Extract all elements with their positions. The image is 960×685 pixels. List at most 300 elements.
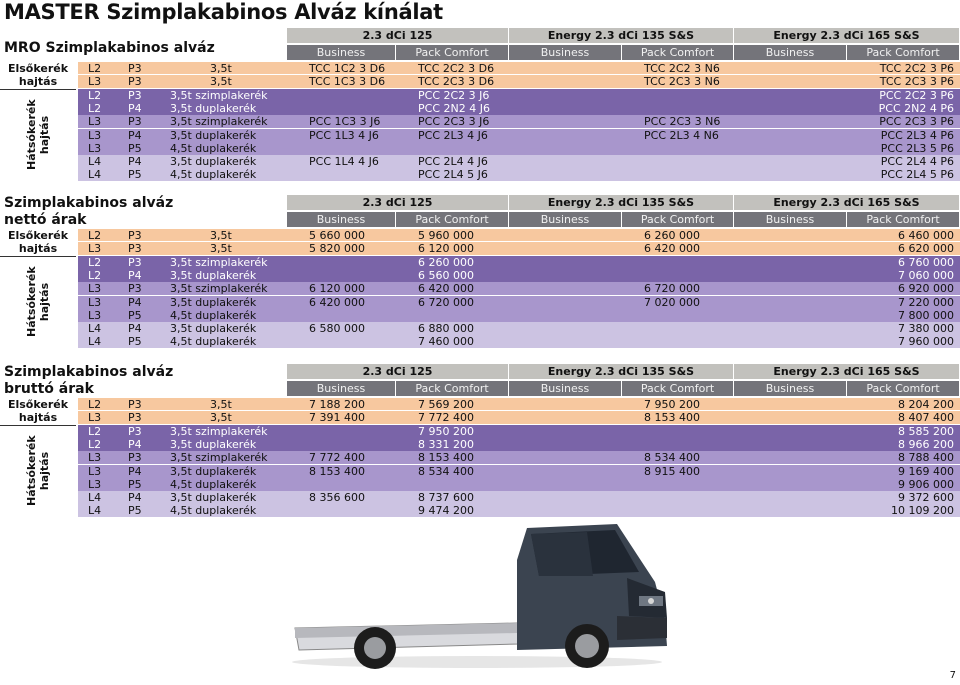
weight-wheel-cell: 3,5t szimplakerék — [170, 255, 268, 269]
height-cell: P5 — [128, 141, 142, 155]
table-row — [78, 129, 960, 142]
height-cell: P5 — [128, 335, 142, 349]
front-wheel-drive-label-line: Elsőkerék — [7, 398, 69, 411]
value-cell: 7 772 400 — [418, 411, 474, 425]
height-cell: P3 — [128, 424, 142, 438]
value-cell: 5 660 000 — [309, 229, 365, 242]
length-cell: L3 — [88, 295, 102, 309]
length-cell: L3 — [88, 477, 102, 491]
value-cell: TCC 2C2 3 P6 — [879, 62, 954, 75]
weight-wheel-cell: 3,5t duplakerék — [170, 128, 257, 142]
section-title-line: MRO Szimplakabinos alváz — [4, 40, 215, 56]
value-cell: 6 580 000 — [309, 322, 365, 336]
height-cell: P3 — [128, 75, 142, 89]
engine-header: Energy 2.3 dCi 135 S&S — [509, 364, 734, 379]
weight-wheel-cell: 3,5t — [210, 75, 232, 89]
table-row — [78, 438, 960, 451]
value-cell — [531, 451, 632, 464]
value-cell: 8 356 600 — [309, 491, 365, 505]
value-cell: 7 772 400 — [309, 451, 365, 465]
length-cell: L3 — [88, 308, 102, 322]
section-title-line: nettó árak — [4, 212, 87, 228]
trim-header: Pack Comfort — [396, 381, 509, 396]
value-cell — [644, 438, 744, 451]
engine-header: Energy 2.3 dCi 165 S&S — [734, 364, 960, 379]
weight-wheel-cell: 4,5t duplakerék — [170, 477, 257, 491]
value-cell: PCC 2L4 4 P6 — [880, 155, 954, 169]
height-cell: P3 — [128, 411, 142, 425]
value-cell — [309, 335, 406, 348]
weight-wheel-cell: 3,5t duplakerék — [170, 464, 257, 478]
weight-wheel-cell: 3,5t — [210, 411, 232, 425]
weight-wheel-cell: 3,5t — [210, 398, 232, 411]
table-row — [78, 155, 960, 168]
trim-header: Business — [287, 212, 396, 227]
length-cell: L4 — [88, 491, 102, 505]
value-cell — [756, 168, 857, 181]
length-cell: L2 — [88, 398, 102, 411]
value-cell: 6 420 000 — [644, 242, 700, 256]
value-cell: 6 120 000 — [418, 242, 474, 256]
value-cell — [531, 168, 632, 181]
value-cell — [756, 62, 857, 75]
engine-header: 2.3 dCi 125 — [287, 195, 509, 210]
weight-wheel-cell: 4,5t duplakerék — [170, 168, 257, 182]
table-row — [78, 62, 960, 75]
value-cell — [531, 465, 632, 478]
value-cell: PCC 2C2 3 P6 — [879, 88, 954, 102]
length-cell: L2 — [88, 101, 102, 115]
value-cell — [644, 425, 744, 438]
section-title-line: bruttó árak — [4, 381, 94, 397]
value-cell — [531, 229, 632, 242]
weight-wheel-cell: 3,5t szimplakerék — [170, 115, 268, 129]
value-cell: PCC 2L4 5 P6 — [880, 168, 954, 182]
front-wheel-drive-label-line: Elsőkerék — [7, 229, 69, 242]
value-cell: 9 474 200 — [418, 504, 474, 518]
table-row — [78, 242, 960, 255]
value-cell: PCC 1L4 4 J6 — [309, 155, 379, 169]
height-cell: P5 — [128, 168, 142, 182]
value-cell: PCC 2L3 5 P6 — [880, 141, 954, 155]
table-row — [78, 256, 960, 269]
value-cell — [644, 504, 744, 517]
value-cell — [756, 142, 857, 155]
value-cell — [531, 89, 632, 102]
table-row — [78, 398, 960, 411]
weight-wheel-cell: 3,5t szimplakerék — [170, 424, 268, 438]
value-cell: 6 880 000 — [418, 322, 474, 336]
table-row — [78, 411, 960, 424]
value-cell: 6 460 000 — [898, 229, 954, 242]
length-cell: L3 — [88, 115, 102, 129]
weight-wheel-cell: 3,5t duplakerék — [170, 322, 257, 336]
page-number: 7 — [949, 670, 956, 681]
value-cell — [309, 142, 406, 155]
length-cell: L2 — [88, 424, 102, 438]
value-cell — [531, 102, 632, 115]
value-cell: PCC 2C3 3 N6 — [644, 115, 721, 129]
value-cell — [309, 256, 406, 269]
value-cell — [531, 309, 632, 322]
table-row — [78, 451, 960, 464]
front-wheel-drive-label — [0, 229, 76, 255]
value-cell: 7 950 200 — [418, 424, 474, 438]
value-cell: PCC 2L3 4 P6 — [880, 128, 954, 142]
value-cell: 6 120 000 — [309, 282, 365, 296]
table-row — [78, 491, 960, 504]
length-cell: L3 — [88, 282, 102, 296]
value-cell — [644, 142, 744, 155]
value-cell: PCC 2N2 4 J6 — [418, 101, 490, 115]
height-cell: P4 — [128, 464, 142, 478]
value-cell: 8 204 200 — [898, 398, 954, 411]
rear-wheel-drive-label: Hátsókerék hajtás — [25, 99, 51, 171]
value-cell: PCC 2C3 3 P6 — [879, 115, 954, 129]
section-title — [4, 364, 173, 398]
weight-wheel-cell: 3,5t duplakerék — [170, 268, 257, 282]
value-cell — [531, 142, 632, 155]
trim-header: Business — [287, 381, 396, 396]
value-cell — [756, 335, 857, 348]
trim-header: Pack Comfort — [847, 212, 960, 227]
length-cell: L3 — [88, 411, 102, 425]
value-cell: 6 760 000 — [898, 255, 954, 269]
section-title-line: Szimplakabinos alváz — [4, 364, 174, 380]
value-cell: TCC 2C2 3 D6 — [418, 62, 495, 75]
value-cell — [309, 269, 406, 282]
value-cell — [531, 504, 632, 517]
value-cell: 8 737 600 — [418, 491, 474, 505]
value-cell — [531, 438, 632, 451]
trim-header: Pack Comfort — [847, 45, 960, 60]
value-cell: PCC 2C3 3 J6 — [418, 115, 490, 129]
height-cell: P4 — [128, 128, 142, 142]
value-cell — [756, 115, 857, 128]
length-cell: L4 — [88, 322, 102, 336]
trim-header: Pack Comfort — [396, 45, 509, 60]
value-cell — [644, 478, 744, 491]
height-cell: P3 — [128, 115, 142, 129]
length-cell: L4 — [88, 335, 102, 349]
front-wheel-drive-label-line: Elsőkerék — [7, 62, 69, 75]
value-cell — [756, 451, 857, 464]
table-row — [78, 102, 960, 115]
value-cell — [309, 102, 406, 115]
front-wheel-drive-label-line: hajtás — [18, 75, 58, 88]
height-cell: P4 — [128, 155, 142, 169]
value-cell — [309, 504, 406, 517]
length-cell: L3 — [88, 242, 102, 256]
value-cell — [531, 282, 632, 295]
trim-header: Business — [734, 212, 847, 227]
value-cell — [531, 335, 632, 348]
engine-header: 2.3 dCi 125 — [287, 364, 509, 379]
height-cell: P3 — [128, 282, 142, 296]
value-cell: 8 534 400 — [418, 464, 474, 478]
table-row — [78, 89, 960, 102]
value-cell: PCC 2C2 3 J6 — [418, 88, 490, 102]
height-cell: P4 — [128, 437, 142, 451]
rear-wheel-drive-label: Hátsókerék hajtás — [25, 266, 51, 338]
trim-header: Business — [509, 212, 622, 227]
trim-header: Pack Comfort — [622, 45, 734, 60]
weight-wheel-cell: 3,5t — [210, 62, 232, 75]
value-cell: 7 020 000 — [644, 295, 700, 309]
value-cell — [756, 155, 857, 168]
trim-header: Business — [509, 381, 622, 396]
value-cell — [756, 89, 857, 102]
value-cell — [531, 296, 632, 309]
value-cell: 8 331 200 — [418, 437, 474, 451]
trim-header: Pack Comfort — [847, 381, 960, 396]
length-cell: L2 — [88, 88, 102, 102]
value-cell: PCC 2N2 4 P6 — [878, 101, 954, 115]
rear-wheel-drive-group — [0, 89, 76, 182]
length-cell: L2 — [88, 229, 102, 242]
value-cell — [756, 229, 857, 242]
value-cell: 8 534 400 — [644, 451, 700, 465]
value-cell: 6 260 000 — [418, 255, 474, 269]
table-row — [78, 504, 960, 517]
value-cell: TCC 2C2 3 N6 — [644, 62, 720, 75]
value-cell: 8 966 200 — [898, 437, 954, 451]
weight-wheel-cell: 3,5t duplakerék — [170, 437, 257, 451]
value-cell: PCC 2L3 4 J6 — [418, 128, 488, 142]
value-cell — [756, 478, 857, 491]
value-cell: 9 906 000 — [898, 477, 954, 491]
engine-header: Energy 2.3 dCi 165 S&S — [734, 28, 960, 43]
value-cell — [418, 478, 519, 491]
value-cell — [756, 398, 857, 411]
value-cell: PCC 2L3 4 N6 — [644, 128, 719, 142]
engine-header: Energy 2.3 dCi 135 S&S — [509, 28, 734, 43]
value-cell: 8 407 400 — [898, 411, 954, 425]
section-title — [4, 195, 173, 229]
length-cell: L3 — [88, 464, 102, 478]
value-cell: 7 380 000 — [898, 322, 954, 336]
weight-wheel-cell: 3,5t duplakerék — [170, 155, 257, 169]
height-cell: P3 — [128, 242, 142, 256]
table-row — [78, 282, 960, 295]
value-cell: PCC 1C3 3 J6 — [309, 115, 381, 129]
weight-wheel-cell: 4,5t duplakerék — [170, 141, 257, 155]
table-row — [78, 75, 960, 88]
trim-header: Business — [509, 45, 622, 60]
value-cell — [309, 425, 406, 438]
value-cell — [531, 491, 632, 504]
table-row — [78, 269, 960, 282]
length-cell: L2 — [88, 437, 102, 451]
weight-wheel-cell: 3,5t szimplakerék — [170, 88, 268, 102]
value-cell — [309, 89, 406, 102]
value-cell — [756, 75, 857, 88]
weight-wheel-cell: 4,5t duplakerék — [170, 308, 257, 322]
value-cell: TCC 1C2 3 D6 — [309, 62, 386, 75]
value-cell — [644, 322, 744, 335]
value-cell — [531, 75, 632, 88]
value-cell — [756, 425, 857, 438]
table-row — [78, 478, 960, 491]
table-row — [78, 425, 960, 438]
value-cell: 7 950 200 — [644, 398, 700, 411]
front-wheel-drive-label-line: hajtás — [18, 411, 58, 424]
value-cell: 7 188 200 — [309, 398, 365, 411]
value-cell: 8 153 400 — [644, 411, 700, 425]
height-cell: P3 — [128, 255, 142, 269]
rear-wheel-drive-group — [0, 425, 76, 518]
value-cell — [418, 142, 519, 155]
value-cell: 6 920 000 — [898, 282, 954, 296]
height-cell: P4 — [128, 268, 142, 282]
table-row — [78, 296, 960, 309]
value-cell: 8 915 400 — [644, 464, 700, 478]
value-cell — [644, 269, 744, 282]
weight-wheel-cell: 3,5t duplakerék — [170, 101, 257, 115]
value-cell — [644, 309, 744, 322]
value-cell: PCC 2L4 4 J6 — [418, 155, 488, 169]
value-cell: TCC 1C3 3 D6 — [309, 75, 386, 89]
section-title-line: Szimplakabinos alváz — [4, 195, 174, 211]
front-wheel-drive-label-line: hajtás — [18, 242, 58, 255]
height-cell: P5 — [128, 308, 142, 322]
engine-header: Energy 2.3 dCi 135 S&S — [509, 195, 734, 210]
table-row — [78, 309, 960, 322]
trim-header: Pack Comfort — [396, 212, 509, 227]
length-cell: L2 — [88, 268, 102, 282]
value-cell: 6 560 000 — [418, 268, 474, 282]
length-cell: L4 — [88, 155, 102, 169]
value-cell — [756, 269, 857, 282]
value-cell — [531, 115, 632, 128]
value-cell: 8 153 400 — [309, 464, 365, 478]
value-cell: TCC 2C3 3 N6 — [644, 75, 720, 89]
length-cell: L4 — [88, 504, 102, 518]
value-cell — [756, 242, 857, 255]
table-row — [78, 335, 960, 348]
value-cell — [531, 411, 632, 424]
length-cell: L3 — [88, 141, 102, 155]
trim-header: Business — [287, 45, 396, 60]
weight-wheel-cell: 3,5t duplakerék — [170, 295, 257, 309]
value-cell: 7 569 200 — [418, 398, 474, 411]
value-cell — [309, 309, 406, 322]
value-cell — [531, 256, 632, 269]
rear-wheel-drive-group — [0, 256, 76, 349]
value-cell — [644, 89, 744, 102]
value-cell — [644, 102, 744, 115]
height-cell: P4 — [128, 295, 142, 309]
weight-wheel-cell: 4,5t duplakerék — [170, 504, 257, 518]
value-cell: 9 372 600 — [898, 491, 954, 505]
value-cell — [531, 322, 632, 335]
trim-header: Pack Comfort — [622, 381, 734, 396]
weight-wheel-cell: 3,5t — [210, 229, 232, 242]
value-cell — [531, 478, 632, 491]
value-cell: 7 800 000 — [898, 308, 954, 322]
value-cell — [644, 168, 744, 181]
value-cell: 8 788 400 — [898, 451, 954, 465]
trim-header: Pack Comfort — [622, 212, 734, 227]
weight-wheel-cell: 3,5t szimplakerék — [170, 451, 268, 465]
length-cell: L2 — [88, 255, 102, 269]
height-cell: P5 — [128, 504, 142, 518]
height-cell: P3 — [128, 88, 142, 102]
front-wheel-drive-label — [0, 398, 76, 424]
table-row — [78, 322, 960, 335]
value-cell — [644, 155, 744, 168]
table-row — [78, 168, 960, 181]
value-cell — [756, 411, 857, 424]
value-cell — [756, 491, 857, 504]
value-cell — [756, 504, 857, 517]
value-cell: 7 391 400 — [309, 411, 365, 425]
height-cell: P3 — [128, 62, 142, 75]
table-row — [78, 465, 960, 478]
value-cell: 5 820 000 — [309, 242, 365, 256]
value-cell — [531, 425, 632, 438]
value-cell — [756, 282, 857, 295]
height-cell: P3 — [128, 398, 142, 411]
height-cell: P5 — [128, 477, 142, 491]
value-cell: 10 109 200 — [891, 504, 954, 518]
value-cell — [756, 256, 857, 269]
value-cell: PCC 1L3 4 J6 — [309, 128, 379, 142]
value-cell — [756, 309, 857, 322]
weight-wheel-cell: 3,5t — [210, 242, 232, 256]
value-cell: 9 169 400 — [898, 464, 954, 478]
value-cell: 7 960 000 — [898, 335, 954, 349]
value-cell — [756, 102, 857, 115]
value-cell: 6 420 000 — [309, 295, 365, 309]
trim-header: Business — [734, 45, 847, 60]
chassis-cab-van-illustration — [287, 520, 677, 672]
value-cell — [756, 129, 857, 142]
height-cell: P4 — [128, 322, 142, 336]
rear-wheel-drive-label: Hátsókerék hajtás — [25, 435, 51, 507]
value-cell: TCC 2C3 3 P6 — [879, 75, 954, 89]
value-cell — [309, 438, 406, 451]
value-cell — [531, 155, 632, 168]
value-cell: 7 460 000 — [418, 335, 474, 349]
length-cell: L3 — [88, 128, 102, 142]
value-cell: 6 420 000 — [418, 282, 474, 296]
table-row — [78, 142, 960, 155]
value-cell — [531, 269, 632, 282]
length-cell: L2 — [88, 62, 102, 75]
weight-wheel-cell: 3,5t szimplakerék — [170, 282, 268, 296]
engine-header: Energy 2.3 dCi 165 S&S — [734, 195, 960, 210]
value-cell — [644, 256, 744, 269]
value-cell — [309, 168, 406, 181]
value-cell: 5 960 000 — [418, 229, 474, 242]
value-cell — [418, 309, 519, 322]
value-cell — [756, 296, 857, 309]
front-wheel-drive-label — [0, 62, 76, 88]
table-row — [78, 229, 960, 242]
height-cell: P4 — [128, 101, 142, 115]
value-cell — [309, 478, 406, 491]
value-cell: 6 720 000 — [644, 282, 700, 296]
page-title: MASTER Szimplakabinos Alváz kínálat — [4, 0, 443, 24]
value-cell: 6 260 000 — [644, 229, 700, 242]
value-cell — [531, 62, 632, 75]
weight-wheel-cell: 4,5t duplakerék — [170, 335, 257, 349]
value-cell — [531, 242, 632, 255]
value-cell: 8 153 400 — [418, 451, 474, 465]
length-cell: L3 — [88, 451, 102, 465]
table-row — [78, 115, 960, 128]
